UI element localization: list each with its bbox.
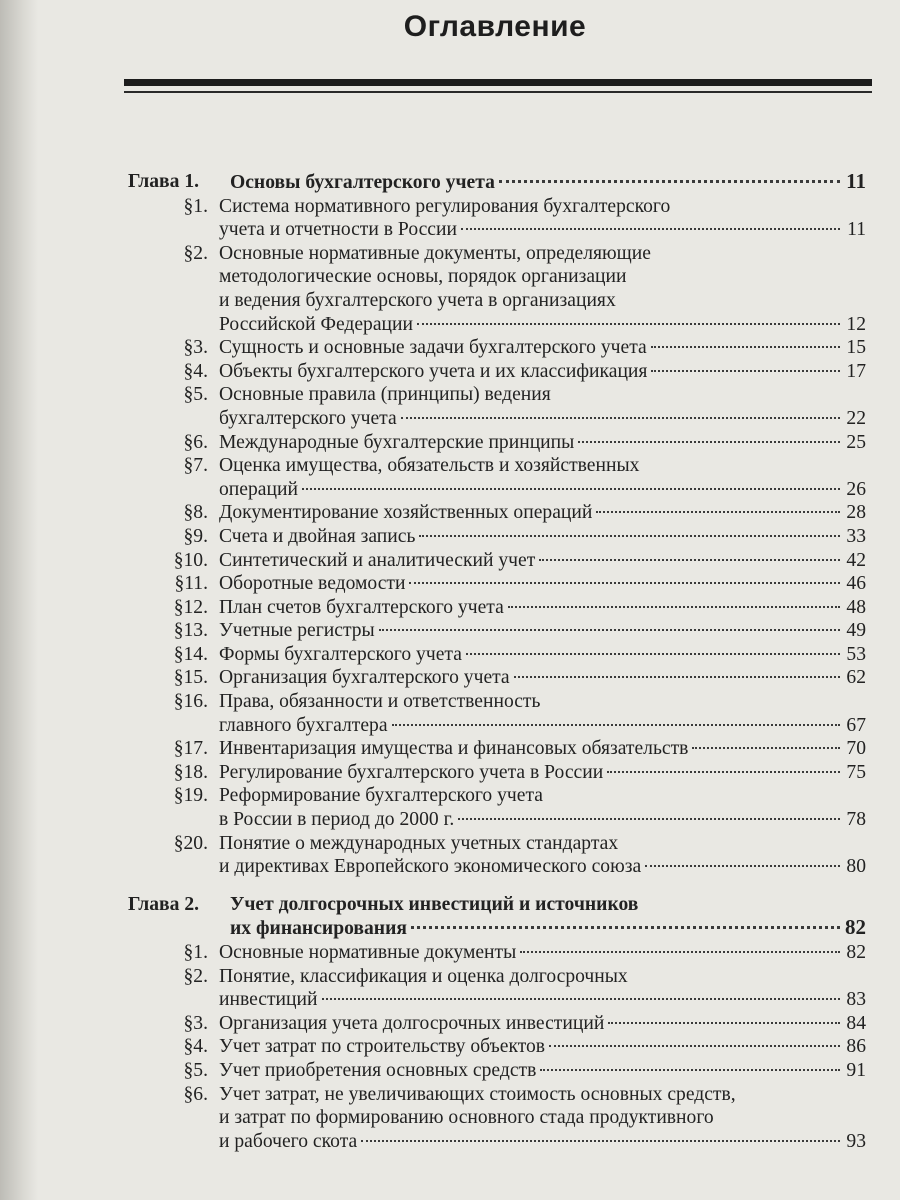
entry-title-line: Международные бухгалтерские принципы [219,431,575,453]
leader-dots [302,488,840,490]
section-number: §1. [183,195,208,217]
entry-title-lastline [219,313,866,337]
leader-dots [549,1045,840,1047]
entry-title-lastline [219,761,866,785]
entry-title-line: Объекты бухгалтерского учета и их классификация [219,360,648,382]
page-number: 53 [846,643,866,665]
entry-title-line: Синтетический и аналитический учет [219,549,536,571]
entry-title-line: бухгалтерского учета [219,407,397,429]
entry-title-line: в России в период до 2000 г. [219,809,455,831]
entry-title-line: Счета и двойная запись [219,525,416,547]
entry-title-lastline [219,596,866,620]
page-number: 82 [846,942,866,963]
section-entry [128,454,866,501]
entry-title-line: Сущность и основные задачи бухгалтерского учета [219,337,647,359]
page-number: 15 [846,337,866,359]
page-number: 22 [846,407,866,429]
entry-title-line: Российской Федерации [219,313,413,335]
page-number: 48 [846,596,866,618]
entry-title-line: Оборотные ведомости [219,573,406,595]
section-number: §2. [183,242,208,264]
section-number: §7. [183,455,208,477]
section-entry [128,596,866,620]
section-entry [128,690,866,737]
section-entry [128,784,866,831]
entry-body [219,383,866,430]
entry-body [219,941,866,965]
leader-dots [392,724,840,726]
page-number: 80 [846,856,866,878]
entry-title-lastline [219,1012,866,1036]
entry-title-lastline [219,808,866,832]
entry-body [219,832,866,879]
leader-dots [596,511,840,513]
leader-dots [578,441,840,443]
entry-body [219,761,866,785]
section-entry [128,572,866,596]
section-number: §15. [173,667,208,689]
leader-dots [520,951,840,953]
chapter-heading [128,893,866,941]
section-entry [128,383,866,430]
entry-body [219,784,866,831]
leader-dots [539,559,840,561]
entry-title-line: Учетные регистры [219,620,375,642]
entry-title-line: инвестиций [219,989,318,1011]
page-number: 17 [846,360,866,382]
entry-title-lastline [219,549,866,573]
page-number: 62 [846,667,866,689]
entry-title-lastline [219,1059,866,1083]
entry-title-line: Учет затрат, не увеличивающих стоимость основных средств, [219,1083,736,1105]
section-number: §9. [183,525,208,547]
entry-title-line: Оценка имущества, обязательств и хозяйственных [219,455,640,477]
leader-dots [322,998,841,1000]
entry-title-line: Права, обязанности и ответственность [219,691,541,713]
entry-title-lastline [219,525,866,549]
section-entry [128,737,866,761]
title-rule-thick [124,79,872,86]
section-entry [128,549,866,573]
entry-body [219,360,866,384]
entry-body [219,1059,866,1083]
entry-title-line: Документирование хозяйственных операций [219,502,593,524]
entry-body [219,242,866,336]
entry-title-lastline [219,1130,866,1154]
entry-title-lastline [219,1035,866,1059]
section-number: §2. [183,965,208,987]
page-number: 67 [846,714,866,736]
page-number: 84 [846,1012,866,1034]
entry-title-line: Формы бухгалтерского учета [219,643,462,665]
leader-dots [458,818,840,820]
section-entry [128,965,866,1012]
chapter-number: Глава 2. [128,893,200,915]
entry-title-line: Регулирование бухгалтерского учета в России [219,761,604,783]
entry-title-line: Основные нормативные документы [219,942,517,963]
section-number: §19. [173,785,208,807]
entry-body [230,893,866,941]
page-number: 78 [846,809,866,831]
section-number: §8. [183,502,208,524]
leader-dots [411,926,840,929]
section-number: §17. [173,738,208,760]
section-number: §4. [183,360,208,382]
section-entry [128,643,866,667]
table-of-contents [128,170,866,1153]
entry-title-line: Учет приобретения основных средств [219,1059,537,1081]
entry-body [219,336,866,360]
entry-title-lastline [219,501,866,525]
entry-title-lastline [219,478,866,502]
section-entry [128,431,866,455]
page-number: 49 [846,620,866,642]
section-number: §11. [174,573,208,595]
page-number: 11 [847,219,866,241]
entry-title-line: Основные правила (принципы) ведения [219,384,551,406]
section-number: §14. [173,643,208,665]
entry-title-lastline [219,336,866,360]
page-number: 26 [846,478,866,500]
leader-dots [692,747,840,749]
section-entry [128,941,866,965]
page-number: 86 [846,1036,866,1058]
entry-title-lastline [219,218,866,242]
leader-dots [514,676,840,678]
section-number: §12. [173,596,208,618]
leader-dots [419,535,840,537]
entry-title-lastline [219,714,866,738]
leader-dots [651,346,840,348]
section-number: §4. [183,1036,208,1058]
entry-body [219,1012,866,1036]
section-number: §13. [173,620,208,642]
entry-body [219,454,866,501]
entry-body [219,619,866,643]
entry-body [219,690,866,737]
page-number: 25 [846,431,866,453]
leader-dots [361,1140,840,1142]
entry-title-lastline [219,643,866,667]
section-number: §3. [183,1012,208,1034]
section-entry [128,1083,866,1154]
entry-title-line: методологические основы, порядок организации [219,266,627,288]
entry-title-lastline [219,737,866,761]
section-number: §18. [173,761,208,783]
section-entry [128,619,866,643]
section-entry [128,666,866,690]
section-number: §5. [183,384,208,406]
section-number: §6. [183,1083,208,1105]
section-entry [128,761,866,785]
entry-title-lastline [230,170,866,195]
entry-title-line: Основы бухгалтерского учета [230,172,495,193]
page-number: 12 [846,313,866,335]
page-number: 75 [846,761,866,783]
leader-dots [508,606,840,608]
leader-dots [417,323,840,325]
entry-body [219,965,866,1012]
entry-title-lastline [219,666,866,690]
entry-title-lastline [219,988,866,1012]
entry-body [219,737,866,761]
entry-title-line: и затрат по формированию основного стада продуктивного [219,1107,714,1129]
section-entry [128,242,866,336]
entry-body [219,1035,866,1059]
entry-body [219,666,866,690]
entry-body [219,525,866,549]
entry-title-line: Организация учета долгосрочных инвестиций [219,1012,605,1034]
section-entry [128,1012,866,1036]
section-entry [128,525,866,549]
entry-title-line: Понятие, классификация и оценка долгосрочных [219,965,628,987]
entry-title-lastline [219,572,866,596]
entry-title-line: Реформирование бухгалтерского учета [219,785,543,807]
entry-title-line: Основные нормативные документы, определяющие [219,242,651,264]
section-number: §20. [173,832,208,854]
entry-title-lastline [219,407,866,431]
entry-title-line: и рабочего скота [219,1130,358,1152]
page-number: 28 [846,502,866,524]
section-entry [128,360,866,384]
entry-title-line: Учет долгосрочных инвестиций и источников [230,893,639,915]
chapter-number: Глава 1. [128,171,200,192]
section-number: §1. [183,942,208,963]
leader-dots [461,228,840,230]
entry-body [219,596,866,620]
leader-dots [499,180,840,183]
page-number: 11 [846,169,866,193]
entry-title-line: Понятие о международных учетных стандартах [219,832,619,854]
entry-title-lastline [219,941,866,965]
entry-title-line: Система нормативного регулирования бухгалтерского [219,195,671,217]
entry-title-line: учета и отчетности в России [219,219,457,241]
section-number: §5. [183,1059,208,1081]
page-number: 91 [846,1059,866,1081]
entry-title-line: Учет затрат по строительству объектов [219,1036,546,1058]
page-number: 70 [846,738,866,760]
section-number: §10. [173,549,208,571]
entry-title-lastline [230,916,866,941]
leader-dots [409,582,840,584]
entry-title-line: и директивах Европейского экономического союза [219,856,642,878]
title-rule-thin [124,91,872,93]
leader-dots [651,370,840,372]
section-entry [128,195,866,242]
page-title: Оглавление [403,10,587,43]
chapter-heading [128,170,866,195]
page-number: 93 [846,1130,866,1152]
leader-dots [466,653,840,655]
leader-dots [540,1069,840,1071]
entry-body [219,643,866,667]
section-number: §3. [183,337,208,359]
section-entry [128,1035,866,1059]
entry-title-line: План счетов бухгалтерского учета [219,596,504,618]
entry-title-lastline [219,431,866,455]
section-entry [128,336,866,360]
entry-body [219,195,866,242]
entry-title-line: главного бухгалтера [219,714,388,736]
leader-dots [401,417,840,419]
entry-title-line: их финансирования [230,918,407,940]
page-gutter-shadow [0,0,38,1200]
page-number: 46 [846,573,866,595]
leader-dots [607,771,840,773]
entry-body [219,431,866,455]
entry-title-line: операций [219,478,298,500]
page-number: 83 [846,989,866,1011]
entry-body [219,501,866,525]
page-number: 33 [846,525,866,547]
entry-body [219,572,866,596]
entry-body [230,170,866,195]
leader-dots [645,865,840,867]
entry-title-lastline [219,619,866,643]
page-number: 82 [845,915,866,940]
entry-title-lastline [219,855,866,879]
entry-title-line: Организация бухгалтерского учета [219,667,510,689]
section-entry [128,501,866,525]
entry-body [219,549,866,573]
entry-title-line: Инвентаризация имущества и финансовых обязательств [219,738,689,760]
section-entry [128,1059,866,1083]
page-number: 42 [846,549,866,571]
section-number: §16. [173,691,208,713]
entry-title-line: и ведения бухгалтерского учета в организациях [219,289,616,311]
entry-title-lastline [219,360,866,384]
entry-body [219,1083,866,1154]
leader-dots [608,1022,840,1024]
leader-dots [379,629,840,631]
section-number: §6. [183,431,208,453]
section-entry [128,832,866,879]
